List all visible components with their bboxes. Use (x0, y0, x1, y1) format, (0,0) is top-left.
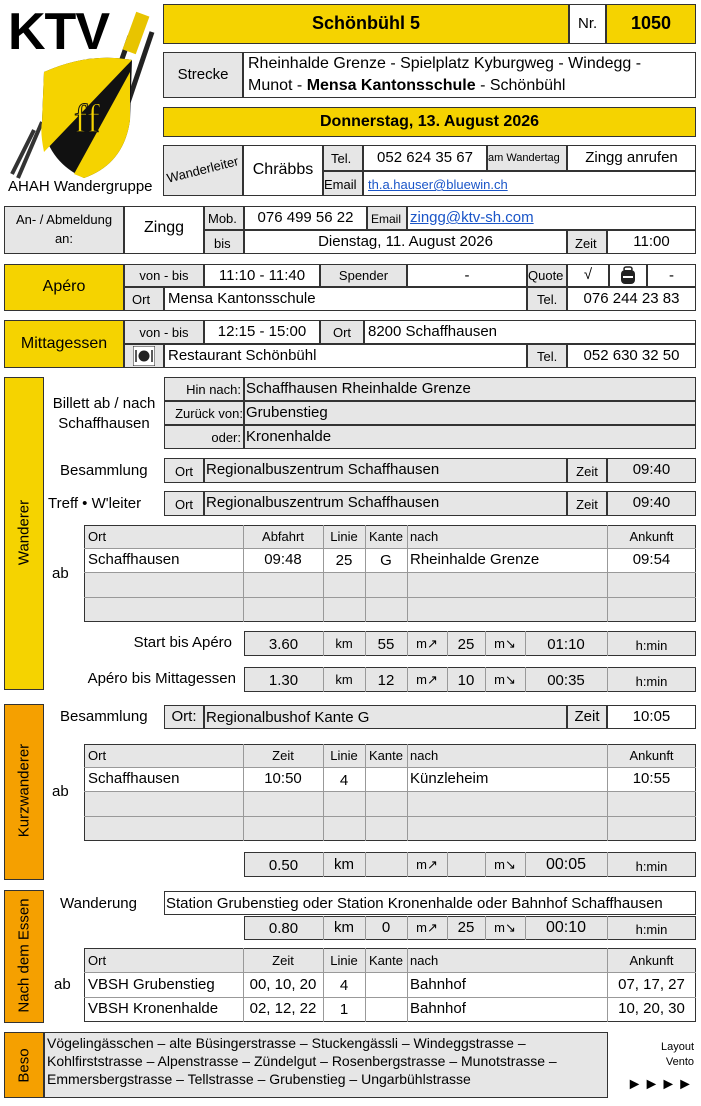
stat-km-unit: km (335, 672, 353, 687)
kurz-ort-label: Ort: (171, 708, 197, 725)
lunch-ort-label: Ort (332, 325, 352, 340)
logo (4, 2, 160, 198)
reg-label-line1: An- / Abmeldung (15, 212, 113, 227)
stat-km-value: 3.60 (268, 636, 299, 653)
bes-ort-label: Ort (174, 464, 194, 479)
col-header: Linie (330, 953, 358, 968)
col-header: Ankunft (629, 953, 674, 968)
apero-vonbis: 11:10 - 11:40 (218, 267, 306, 284)
kurz-side-label: Kurzwanderer (15, 743, 33, 838)
wanderung-label: Wanderung (60, 895, 137, 912)
route-part: Munot - (248, 77, 307, 94)
col-header: Ort (88, 529, 107, 544)
col-header: nach (410, 953, 439, 968)
route-highlight: Mensa Kantonsschule (306, 77, 476, 94)
quote-value: - (669, 267, 674, 284)
billett-line1: Billett ab / nach (52, 395, 156, 412)
reg-email-link[interactable]: zingg@ktv-sh.com (410, 209, 534, 226)
am-wandertag-value: Zingg anrufen (585, 149, 678, 166)
svg-text:ff: ff (74, 96, 100, 141)
route-label: Strecke (177, 66, 229, 83)
table-cell: Bahnhof (410, 976, 466, 993)
group-name: AHAH Wandergruppe (8, 178, 153, 195)
leader-label: Wanderleiter (165, 153, 240, 186)
apero-label: Apéro (42, 278, 86, 295)
stat-down-value: 25 (457, 919, 475, 936)
layout-author: Vento (665, 1056, 694, 1068)
table-cell: G (380, 552, 392, 569)
table-cell: Schaffhausen (88, 770, 180, 787)
col-header: Zeit (272, 953, 294, 968)
stat-up-unit: m↗ (416, 672, 438, 687)
stat-up-unit: m↗ (416, 857, 438, 872)
stat-down-unit: m↘ (494, 636, 516, 651)
leader-email-label: Email (324, 177, 357, 192)
table-cell: 4 (339, 977, 349, 994)
table-cell: 09:48 (264, 551, 302, 568)
stat-label: Apéro bis Mittagessen (87, 670, 236, 687)
billett-line2: Schaffhausen (58, 415, 150, 432)
lunch-vonbis: 12:15 - 15:00 (217, 323, 307, 340)
stat-km-value: 0.50 (268, 857, 299, 874)
table-cell: Bahnhof (410, 1000, 466, 1017)
apero-tel: 076 244 23 83 (583, 290, 680, 307)
route-part: - Schönbühl (475, 77, 566, 94)
stat-km-value: 0.80 (268, 920, 299, 937)
treff-label: Treff • W'leiter (48, 495, 142, 512)
table-cell: 07, 17, 27 (618, 976, 685, 993)
bes-zeit: 09:40 (632, 461, 671, 478)
reg-zeit-label: Zeit (575, 236, 597, 251)
reg-label-line2: an: (54, 231, 74, 246)
col-header: nach (410, 529, 439, 544)
table-cell: Künzleheim (410, 770, 489, 787)
hin-label: Hin nach: (186, 382, 241, 397)
zur-label: Zurück von: (175, 406, 243, 421)
beso-line3: Emmersbergstrasse – Tellstrasse – Grubenstieg – Ungarbühlstrasse (47, 1071, 471, 1087)
next-arrows-icon[interactable]: ►►►► (626, 1076, 694, 1093)
table-cell: Rheinhalde Grenze (410, 551, 540, 568)
col-header: Abfahrt (262, 529, 304, 544)
leader-email-link[interactable]: th.a.hauser@bluewin.ch (368, 177, 508, 192)
apero-tel-label: Tel. (537, 292, 558, 307)
quote-label: Quote (528, 268, 564, 283)
bes-ort: Regionalbuszentrum Schaffhausen (206, 461, 440, 478)
lunch-label: Mittagessen (20, 335, 108, 352)
stat-km-value: 1.30 (268, 672, 299, 689)
col-header: nach (410, 748, 439, 763)
reg-zeit-value: 11:00 (633, 233, 670, 250)
table-cell: VBSH Kronenhalde (88, 1000, 219, 1017)
table-cell: 1 (339, 1001, 349, 1018)
reg-email-label: Email (371, 212, 402, 226)
table-cell: 09:54 (632, 551, 671, 568)
stat-down-unit: m↘ (494, 672, 516, 687)
col-header: Kante (369, 953, 403, 968)
treff-ort: Regionalbuszentrum Schaffhausen (206, 494, 440, 511)
quote-check: √ (583, 266, 593, 283)
col-header: Ort (88, 748, 107, 763)
shield-emblem-icon (4, 2, 160, 198)
mob-label: Mob. (208, 211, 237, 226)
col-header: Kante (369, 529, 403, 544)
am-wandertag-label: am Wandertag (488, 152, 560, 164)
reg-name: Zingg (143, 219, 185, 236)
oder-value: Kronenhalde (246, 428, 332, 445)
stat-label: Start bis Apéro (133, 634, 232, 651)
lunch-tel-label: Tel. (537, 349, 558, 364)
stat-km-unit: km (334, 856, 354, 873)
stat-up-unit: m↗ (416, 636, 438, 651)
col-header: Zeit (272, 748, 294, 763)
stat-up-value: 12 (377, 672, 395, 689)
stat-time: 00:05 (545, 856, 587, 873)
leader-tel: 052 624 35 67 (377, 149, 473, 166)
stat-hmin: h:min (635, 674, 668, 689)
table-cell: VBSH Grubenstieg (88, 976, 215, 993)
wanderung-value: Station Grubenstieg oder Station Kronenhalde oder Bahnhof Schaffhausen (166, 895, 663, 912)
table-cell: 00, 10, 20 (249, 976, 317, 993)
plate-cutlery-icon (133, 346, 155, 366)
apero-ort: Mensa Kantonsschule (168, 290, 316, 307)
table-cell: 4 (339, 772, 349, 789)
ab-label: ab (52, 565, 69, 582)
stat-time: 01:10 (547, 636, 585, 653)
stat-up-value: 55 (377, 636, 395, 653)
apero-ort-label: Ort (132, 292, 151, 307)
kurz-zeit: 10:05 (632, 708, 671, 725)
table-cell: Schaffhausen (88, 551, 180, 568)
lunch-ort: 8200 Schaffhausen (368, 323, 498, 340)
besammlung-label: Besammlung (60, 462, 148, 479)
col-header: Linie (330, 748, 358, 763)
stat-hmin: h:min (635, 922, 668, 937)
nr-label: Nr. (578, 15, 598, 32)
stat-down-unit: m↘ (494, 920, 516, 935)
route-line1: Rheinhalde Grenze - Spielplatz Kyburgweg - Windegg - (248, 55, 642, 72)
beso-line1: Vögelingässchen – alte Büsingerstrasse – Stuckengässli – Windeggstrasse – (47, 1035, 526, 1051)
table-cell: 10:55 (632, 770, 671, 787)
bis-value: Dienstag, 11. August 2026 (318, 233, 493, 250)
route-line2 (248, 77, 565, 95)
zur-value: Grubenstieg (246, 404, 328, 421)
tour-date: Donnerstag, 13. August 2026 (319, 113, 540, 130)
col-header: Kante (369, 748, 403, 763)
spender-label: Spender (338, 268, 389, 283)
table-cell: 10:50 (264, 770, 302, 787)
stat-time: 00:35 (547, 672, 585, 689)
stat-km-unit: km (335, 636, 353, 651)
lunch-tel: 052 630 32 50 (583, 347, 680, 364)
ab-label: ab (52, 783, 69, 800)
col-header: Linie (330, 529, 358, 544)
stat-km-unit: km (334, 919, 354, 936)
table-cell: 10, 20, 30 (618, 1000, 685, 1017)
brand-text: KTV (8, 3, 109, 61)
bis-label: bis (214, 236, 231, 251)
col-header: Ort (88, 953, 107, 968)
kurz-ort: Regionalbushof Kante G (206, 709, 370, 726)
spender-value: - (464, 267, 470, 284)
bes-zeit-label: Zeit (576, 464, 598, 479)
hin-value: Schaffhausen Rheinhalde Grenze (246, 380, 471, 397)
backpack-icon (619, 266, 637, 285)
stat-down-value: 10 (457, 672, 475, 689)
leader-name: Chräbbs (252, 161, 314, 178)
stat-up-value: 0 (381, 919, 391, 936)
stat-down-unit: m↘ (494, 857, 516, 872)
beso-side-label: Beso (15, 1048, 33, 1083)
treff-zeit: 09:40 (632, 494, 671, 511)
col-header: Ankunft (629, 748, 674, 763)
treff-ort-label: Ort (174, 497, 194, 512)
beso-line2: Kohlfirststrasse – Alpenstrasse – Zündelgut – Rosenbergstrasse – Munotstrasse – (47, 1053, 557, 1069)
kurz-besammlung-label: Besammlung (60, 708, 148, 725)
table-cell: 02, 12, 22 (249, 1000, 317, 1017)
leader-tel-label: Tel. (331, 151, 352, 166)
wanderer-side-label: Wanderer (15, 499, 33, 566)
tour-number: 1050 (630, 13, 672, 33)
treff-zeit-label: Zeit (576, 497, 598, 512)
stat-time: 00:10 (545, 919, 587, 936)
layout-label: Layout (660, 1041, 694, 1053)
restaurant-name: Restaurant Schönbühl (168, 347, 317, 364)
stat-down-value: 25 (457, 636, 475, 653)
mob-value: 076 499 56 22 (257, 209, 354, 226)
table-cell: 25 (335, 552, 353, 569)
page-title: Schönbühl 5 (312, 13, 420, 33)
col-header: Ankunft (629, 529, 674, 544)
kurz-zeit-label: Zeit (574, 708, 600, 725)
ab-label: ab (54, 976, 71, 993)
stat-hmin: h:min (635, 638, 668, 653)
oder-label: oder: (211, 430, 241, 445)
lunch-vonbis-label: von - bis (139, 325, 189, 340)
stat-hmin: h:min (635, 859, 668, 874)
nach-side-label: Nach dem Essen (15, 898, 33, 1013)
apero-vonbis-label: von - bis (139, 268, 189, 283)
stat-up-unit: m↗ (416, 920, 438, 935)
